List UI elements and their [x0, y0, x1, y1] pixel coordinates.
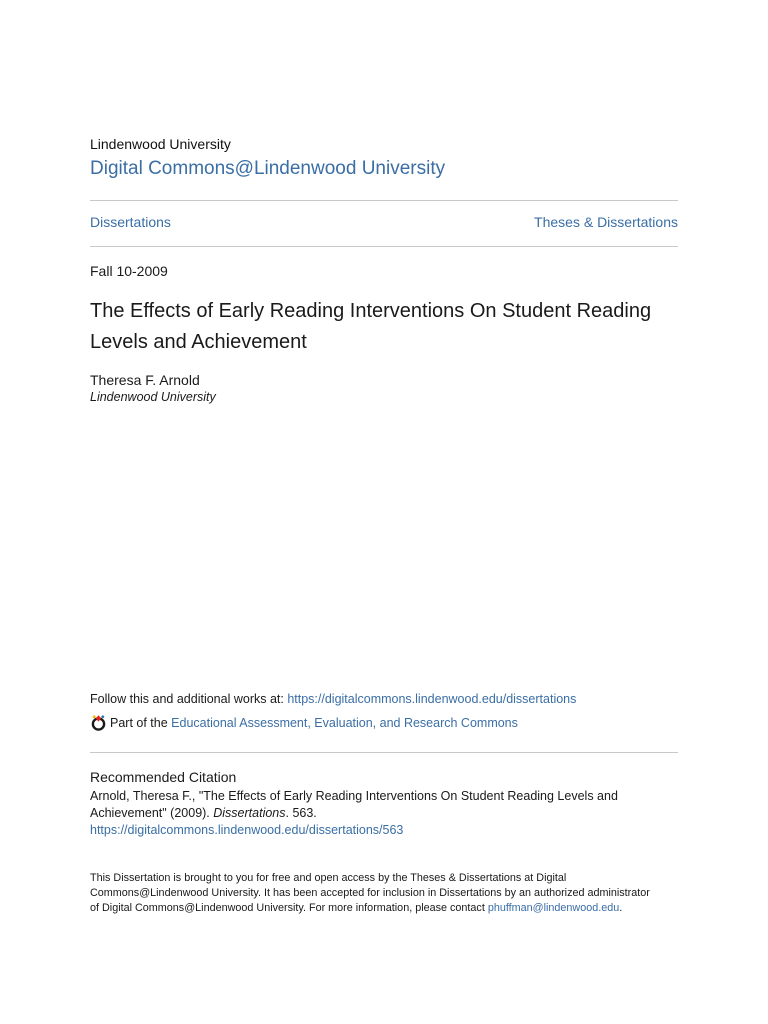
- author-name: Theresa F. Arnold: [90, 372, 200, 388]
- follow-line: [90, 692, 576, 706]
- breadcrumb-dissertations-link[interactable]: Dissertations: [90, 214, 171, 230]
- follow-url-link[interactable]: https://digitalcommons.lindenwood.edu/dissertations: [287, 692, 577, 706]
- contact-email-link[interactable]: phuffman@lindenwood.edu: [487, 902, 620, 914]
- citation-body: Arnold, Theresa F., "The Effects of Early Reading Interventions On Student Reading Levels and Achievement" (2009).: [90, 789, 618, 820]
- access-statement-text: This Dissertation is brought to you for free and open access by the Theses & Dissertations at Digital Commons@Lindenwood University. It has been accepted for inclusion in Dissertations by an authorized administrator of Digital Commons@Lindenwood University. For more information, please contact: [90, 872, 650, 914]
- publication-date: Fall 10-2009: [90, 263, 168, 279]
- breadcrumb-theses-link[interactable]: Theses & Dissertations: [534, 214, 678, 230]
- follow-label: Follow this and additional works at:: [90, 692, 288, 706]
- access-statement-end: .: [619, 902, 623, 914]
- document-title: The Effects of Early Reading Interventions On Student Reading Levels and Achievement: [90, 300, 652, 353]
- commons-network-icon: [90, 714, 107, 731]
- part-of-prefix: Part of the: [110, 715, 168, 730]
- author-affiliation: Lindenwood University: [90, 390, 216, 404]
- top-divider: [90, 200, 678, 201]
- citation-number: . 563.: [285, 806, 317, 820]
- recommended-citation-heading: Recommended Citation: [90, 769, 237, 785]
- repository-link[interactable]: Digital Commons@Lindenwood University: [90, 158, 446, 179]
- citation-url-link[interactable]: https://digitalcommons.lindenwood.edu/dissertations/563: [90, 823, 404, 837]
- institution-name: Lindenwood University: [90, 136, 231, 152]
- part-of-line: [90, 714, 518, 731]
- access-statement: [90, 871, 650, 916]
- citation-divider: [90, 752, 678, 753]
- cover-page: [90, 0, 678, 1024]
- citation-text: [90, 788, 650, 822]
- commons-link[interactable]: Educational Assessment, Evaluation, and Research Commons: [171, 715, 518, 730]
- citation-series: Dissertations: [213, 806, 286, 820]
- breadcrumb-divider: [90, 246, 678, 247]
